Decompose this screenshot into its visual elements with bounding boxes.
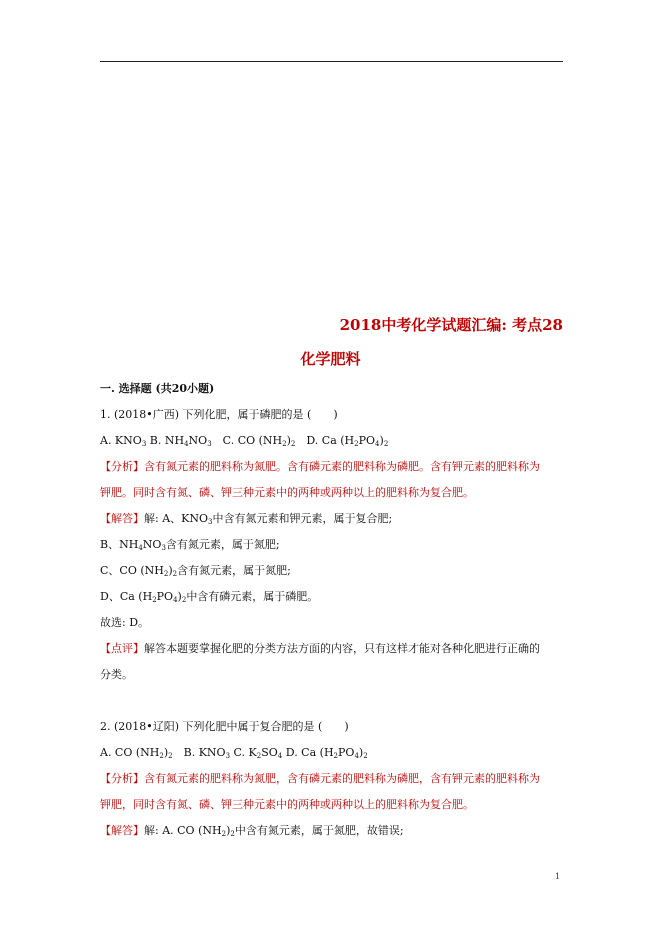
- q2-options: A. CO $(NH_2)_2$ B. $KNO_3$ C. $K_2SO_4$ D. Ca $(H_2PO_4)_2$: [100, 746, 368, 760]
- q1-choice: 故选: D。: [100, 616, 150, 629]
- q1-comment-cont: 分类。: [100, 668, 133, 681]
- q2-analysis-cont: 钾肥，同时含有氮、磷、钾三种元素中的两种或两种以上的肥料称为复合肥。: [100, 798, 474, 811]
- q1-answer-c: C、CO $(NH_2)_2$含有氮元素，属于氮肥;: [100, 564, 291, 578]
- q1-analysis: 【分析】含有氮元素的肥料称为氮肥。含有磷元素的肥料称为磷肥。含有钾元素的肥料称为: [100, 460, 540, 473]
- analysis-tag: 【分析】: [100, 460, 144, 473]
- page-number: 1: [555, 872, 561, 881]
- q2-answer-a: 【解答】解: A. CO $(NH_2)_2$中含有氮元素，属于氮肥，故错误;: [100, 824, 404, 838]
- document-title: 2018中考化学试题汇编: 考点28: [339, 316, 563, 334]
- header-rule: [100, 61, 563, 62]
- document-subtitle: 化学肥料: [300, 350, 361, 368]
- analysis-tag: 【分析】: [100, 772, 144, 785]
- q2-analysis: 【分析】含有氮元素的肥料称为氮肥，含有磷元素的肥料称为磷肥，含有钾元素的肥料称为: [100, 772, 540, 785]
- q1-options: A. $KNO_3$ B. $NH_4NO_3$ C. CO $(NH_2)_2$ D. Ca $(H_2PO_4)_2$: [100, 434, 389, 448]
- q2-stem: 2. (2018•辽阳) 下列化肥中属于复合肥的是 ( ): [100, 720, 349, 733]
- q1-answer-a: 【解答】解: A、$KNO_3$中含有氮元素和钾元素，属于复合肥;: [100, 512, 393, 526]
- answer-tag: 【解答】: [100, 824, 144, 837]
- q1-answer-b: B、$NH_4NO_3$含有氮元素，属于氮肥;: [100, 538, 280, 552]
- section-heading: 一. 选择题 (共20小题): [100, 382, 215, 395]
- comment-tag: 【点评】: [100, 642, 144, 655]
- q1-analysis-cont: 钾肥。同时含有氮、磷、钾三种元素中的两种或两种以上的肥料称为复合肥。: [100, 486, 474, 499]
- q1-stem: 1. (2018•广西) 下列化肥，属于磷肥的是 ( ): [100, 408, 338, 421]
- q1-comment: 【点评】解答本题要掌握化肥的分类方法方面的内容，只有这样才能对各种化肥进行正确的: [100, 642, 540, 655]
- answer-tag: 【解答】: [100, 512, 144, 525]
- q1-answer-d: D、Ca $(H_2PO_4)_2$中含有磷元素，属于磷肥。: [100, 590, 319, 604]
